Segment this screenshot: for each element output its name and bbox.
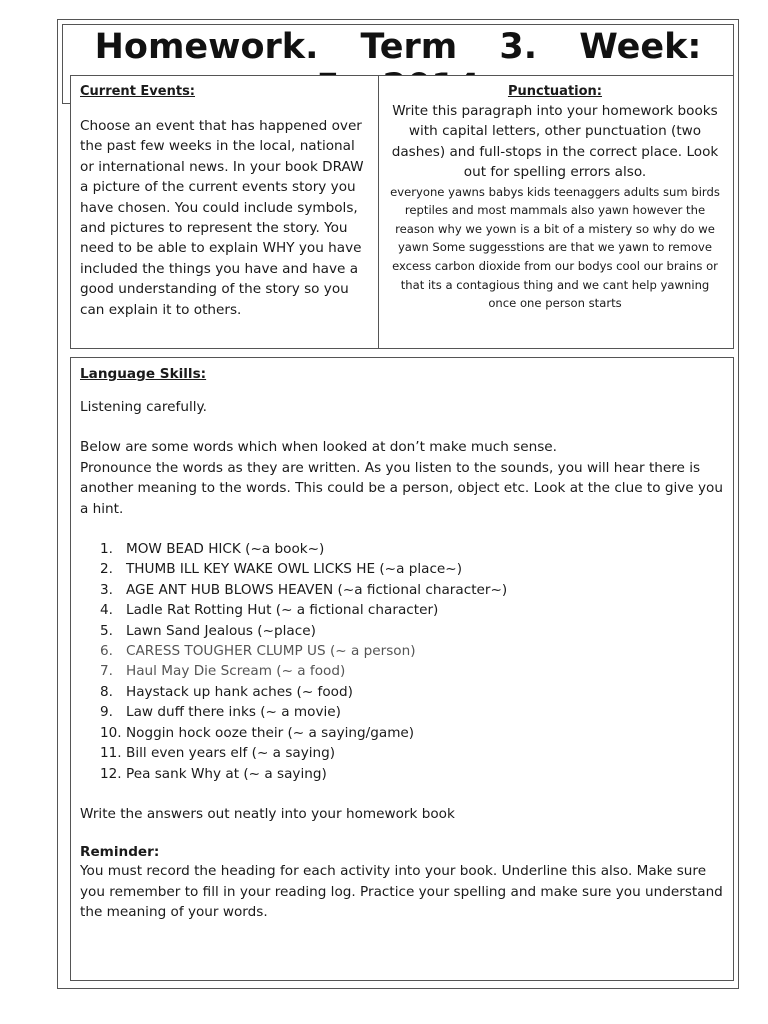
punctuation-instructions: Write this paragraph into your homework books with capital letters, other punctuation (two dashes) and full-stops in the correct place. Look out for spelling errors also. <box>391 103 719 181</box>
list-item: 11. Bill even years elf (~ a saying) <box>100 745 336 762</box>
list-item: 1. MOW BEAD HICK (~a book~) <box>100 541 325 558</box>
list-item: 8. Haystack up hank aches (~ food) <box>100 683 353 700</box>
list-item: 9. Law duff there inks (~ a movie) <box>100 704 341 721</box>
language-skills-heading: Language Skills: <box>80 366 207 382</box>
reminder-text: You must record the heading for each activity into your book. Underline this also. Make sure you remember to fill in your reading log. Practice your spelling and make sure you understand the meaning of your words. <box>80 863 723 921</box>
current-events-cell <box>80 83 372 320</box>
clue-list <box>80 539 724 784</box>
current-events-heading: Current Events: <box>80 84 196 99</box>
intro-line-1: Below are some words which when looked at don’t make much sense. <box>80 439 557 456</box>
list-item: 10. Noggin hock ooze their (~ a saying/game) <box>100 724 415 741</box>
punctuation-paragraph: everyone yawns babys kids teenaggers adults sum birds reptiles and most mammals also yawn however the reason why we yown is a bit of a mistery so why do we yawn Some suggesstions are that we yawn to remove excess carbon dioxide from our bodys cool our brains or that its a contagious thing and we cant help yawning once one person starts <box>390 184 720 311</box>
intro-line-2: Pronounce the words as they are written. As you listen to the sounds, you will hear there is another meaning to the words. This could be a person, object etc. Look at the clue to give you a hint. <box>80 459 723 517</box>
activities-table <box>70 75 734 349</box>
page-title: Homework. Term 3. Week: <box>94 27 702 67</box>
list-item: 7. Haul May Die Scream (~ a food) <box>100 663 346 680</box>
language-skills-box <box>70 357 734 981</box>
current-events-body: Choose an event that has happened over the past few weeks in the local, national or international news. In your book DRAW a picture of the current events story you have chosen. You could include symbols, and pictures to represent the story. You need to be able to explain WHY you have included the things you have and have a good understanding of the story so you can explain it to others. <box>80 118 364 318</box>
reminder-heading: Reminder: <box>80 844 160 861</box>
list-item: 5. Lawn Sand Jealous (~place) <box>100 622 316 639</box>
punctuation-cell <box>385 83 725 313</box>
listening-subheading: Listening carefully. <box>80 399 207 415</box>
list-item: 3. AGE ANT HUB BLOWS HEAVEN (~a fictional character~) <box>100 581 508 598</box>
write-answers-note: Write the answers out neatly into your homework book <box>80 805 455 822</box>
list-item: 6. CARESS TOUGHER CLUMP US (~ a person) <box>100 643 416 660</box>
list-item: 2. THUMB ILL KEY WAKE OWL LICKS HE (~a place~) <box>100 561 462 578</box>
list-item: 4. Ladle Rat Rotting Hut (~ a fictional character) <box>100 602 439 619</box>
list-item: 12. Pea sank Why at (~ a saying) <box>100 765 327 782</box>
punctuation-heading: Punctuation: <box>507 84 603 99</box>
column-divider <box>378 76 379 348</box>
